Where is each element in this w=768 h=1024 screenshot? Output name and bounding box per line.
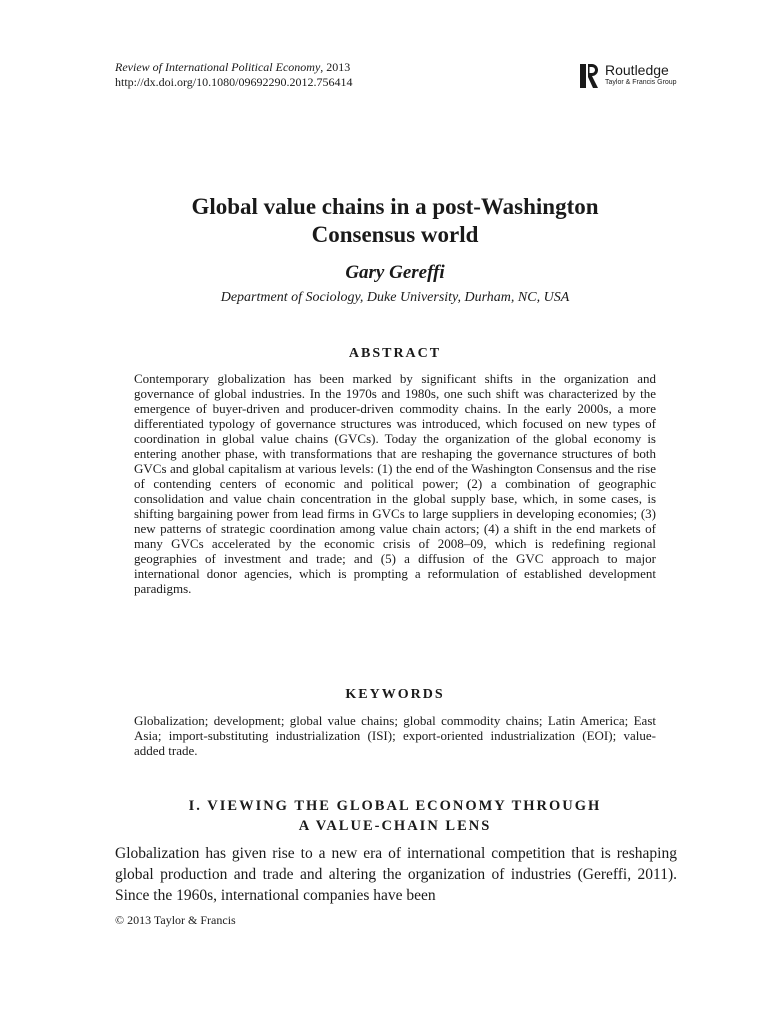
copyright-notice: © 2013 Taylor & Francis <box>115 913 236 927</box>
section-heading-line1: I. VIEWING THE GLOBAL ECONOMY THROUGH <box>188 798 602 814</box>
publisher-logo <box>580 62 690 92</box>
article-title-line1: Global value chains in a post-Washington <box>191 194 599 219</box>
author-name: Gary Gereffi <box>345 262 445 283</box>
article-title-line2: Consensus world <box>311 222 479 247</box>
journal-name: Review of International Political Economy <box>115 60 321 74</box>
author-affiliation: Department of Sociology, Duke University, Durham, NC, USA <box>220 290 570 305</box>
journal-citation <box>115 60 352 75</box>
article-title <box>100 193 690 249</box>
section-heading-line2: A VALUE-CHAIN LENS <box>298 818 492 834</box>
abstract-text: Contemporary globalization has been marked by significant shifts in the organization and governance of global industries. In the 1970s and 1980s, one such shift was characterized by the emergence of buyer-driven and producer-driven commodity chains. In the early 2000s, a more differentiated typology of governance structures was introduced, which focused on new types of coordination in global value chains (GVCs). Today the organization of the global economy is entering another phase, with transformations that are reshaping the governance structures of both GVCs and global capitalism at various levels: (1) the end of the Washington Consensus and the rise of contending centers of economic and political power; (2) a combination of geographic consolidation and value chain concentration in the global supply base, which, in some cases, is shifting bargaining power from lead firms in GVCs to large suppliers in developing economies; (3) new patterns of strategic coordination among value chain actors; (4) a shift in the end markets of many GVCs accelerated by the economic crisis of 2008–09, which is redefining regional geographies of investment and trade; and (5) a diffusion of the GVC approach to major international donor agencies, which is prompting a reformulation of established development paradigms. <box>134 371 656 596</box>
publisher-group: Taylor & Francis Group <box>605 79 677 86</box>
section-heading <box>100 796 690 836</box>
routledge-r-logo-icon <box>580 64 598 88</box>
keywords-text: Globalization; development; global value chains; global commodity chains; Latin America; East Asia; import-substituting industrialization (ISI); export-oriented industrialization (EOI); value-added trade. <box>134 713 656 758</box>
body-paragraph: Globalization has given rise to a new era of international competition that is reshaping global production and trade and altering the organization of industries (Gereffi, 2011). Since the 1960s, international companies have been <box>115 845 677 904</box>
journal-header <box>115 60 352 90</box>
doi-link[interactable]: http://dx.doi.org/10.1080/09692290.2012.756414 <box>115 75 353 89</box>
abstract-heading: ABSTRACT <box>348 346 442 361</box>
journal-year: , 2013 <box>320 60 351 74</box>
publisher-name: Routledge <box>605 62 669 78</box>
keywords-heading: KEYWORDS <box>345 687 445 702</box>
